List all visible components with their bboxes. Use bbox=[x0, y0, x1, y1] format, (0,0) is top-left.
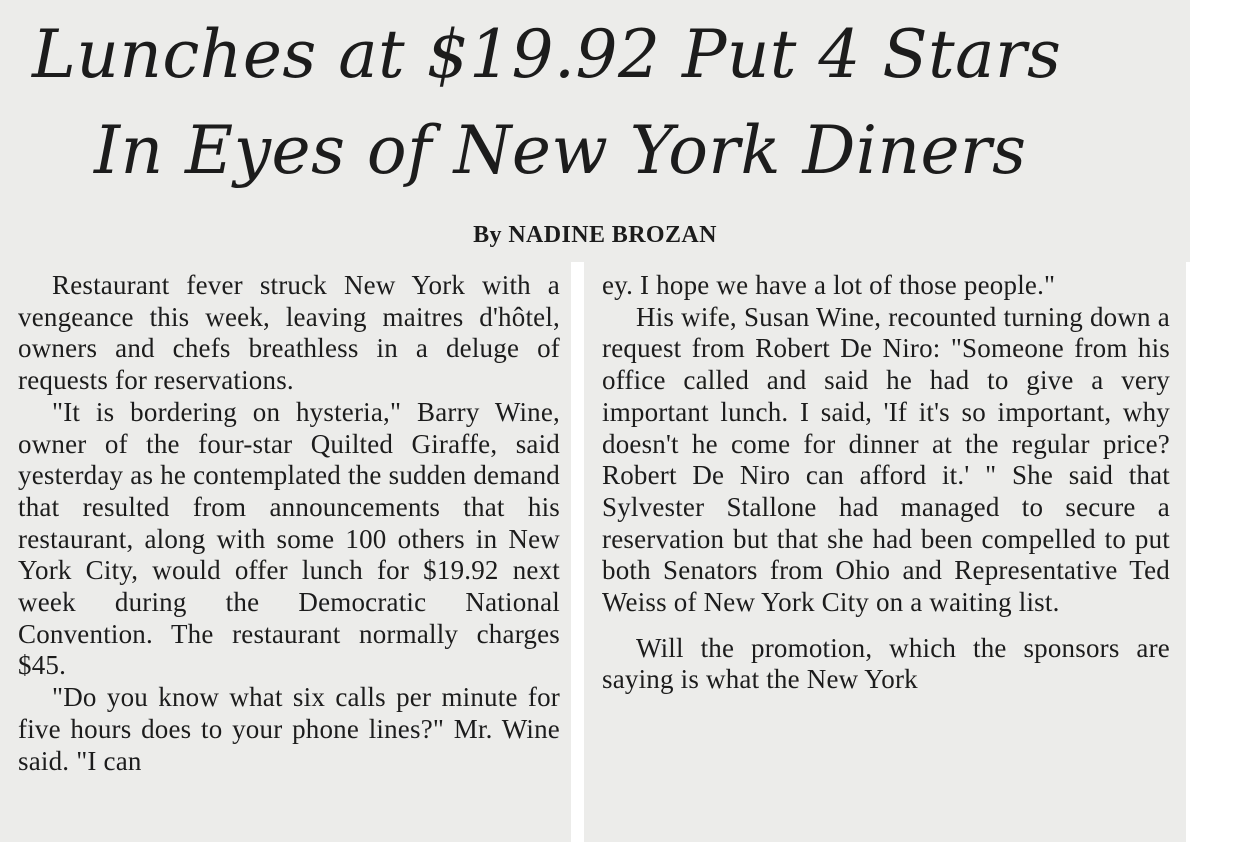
headline-panel bbox=[0, 0, 1190, 262]
paragraph: Will the promotion, which the sponsors are saying is what the New York bbox=[602, 632, 1170, 695]
paragraph: "It is bordering on hysteria," Barry Wine, owner of the four-star Quilted Giraffe, said yesterday as he contemplated the sudden demand that resulted from announcements that his restaurant, along with some 100 others in New York City, would offer lunch for $19.92 next week during the Democratic National Convention. The restaurant normally charges $45. bbox=[18, 396, 560, 681]
paragraph-continued: ey. I hope we have a lot of those people." bbox=[602, 270, 1056, 300]
paragraph: "Do you know what six calls per minute for five hours does to your phone lines?" Mr. Wine said. "I can bbox=[18, 682, 560, 776]
headline-line-1: Lunches at $19.92 Put 4 Stars bbox=[32, 16, 1062, 93]
article-column-right bbox=[584, 262, 1186, 842]
paragraph: Restaurant fever struck New York with a vengeance this week, leaving maitres d'hôtel, owners and chefs breathless in a deluge of requests for reservations. bbox=[18, 270, 560, 396]
paragraph: His wife, Susan Wine, recounted turning down a request from Robert De Niro: "Someone from his office called and said he had to give a very important lunch. I said, 'If it's so important, why doesn't he come for dinner at the regular price? Robert De Niro can afford it.' " She said that Sylvester Stallone had managed to secure a reservation but that she had been compelled to put both Senators from Ohio and Representative Ted Weiss of New York City on a waiting list. bbox=[602, 301, 1170, 618]
column-divider bbox=[573, 262, 582, 842]
article-column-left bbox=[0, 262, 571, 842]
headline-line-2: In Eyes of New York Diners bbox=[94, 112, 1027, 189]
byline: By NADINE BROZAN bbox=[473, 222, 717, 248]
